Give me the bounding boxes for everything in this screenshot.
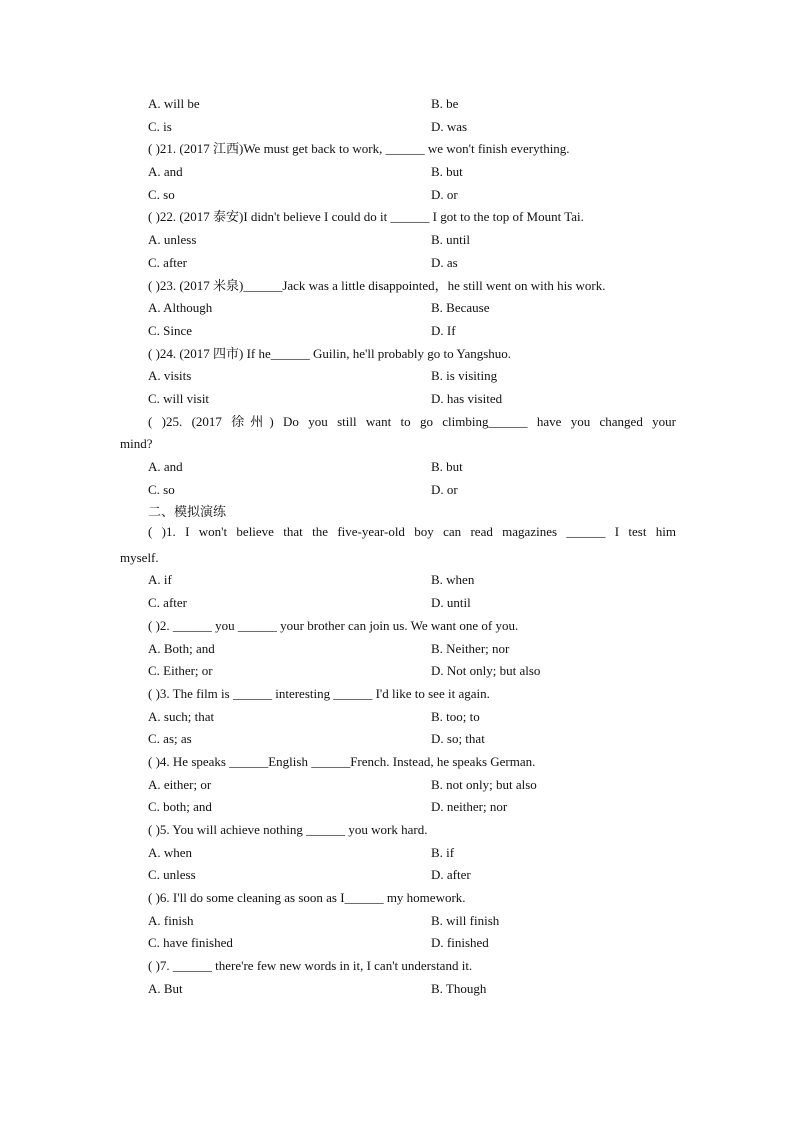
option-row — [120, 592, 676, 615]
question: ( )5. You will achieve nothing ______ you work hard. — [148, 822, 428, 837]
option-row — [120, 297, 676, 320]
option-right: B. but — [431, 459, 463, 474]
option-left: A. unless — [148, 232, 197, 248]
option-right: D. Not only; but also — [431, 663, 541, 679]
option-left: C. is — [148, 118, 172, 134]
question: ( )3. The film is ______ interesting ______ I'd like to see it again. — [148, 685, 490, 701]
question-continuation: myself. — [120, 549, 159, 565]
question: ( )7. ______ there're few new words in it, I can't understand it. — [148, 958, 473, 974]
option-row — [120, 252, 676, 275]
option-left: A. visits — [148, 368, 192, 384]
option-row — [120, 796, 676, 819]
question: ( )6. I'll do some cleaning as soon as I______ my homework. — [148, 890, 466, 906]
option-right: B. not only; but also — [431, 776, 537, 792]
question: ( )24. (2017 四市) If he______ Guilin, he'll probably go to Yangshuo. — [148, 345, 512, 361]
option-left: A. will be — [148, 96, 200, 111]
option-left: A. Although — [148, 300, 213, 316]
option-row — [120, 842, 676, 865]
question: ( )21. (2017 江西)We must get back to work, ______ we won't finish everything. — [148, 141, 570, 157]
question-continuation: mind? — [120, 436, 153, 452]
option-right: D. so; that — [431, 731, 485, 747]
option-row — [120, 910, 676, 933]
question: ( )23. (2017 米泉)______Jack was a little disappointed，he still went on with his work. — [148, 277, 606, 293]
option-right: D. neither; nor — [431, 799, 508, 815]
option-right: B. too; to — [431, 708, 480, 724]
option-right: B. when — [431, 572, 475, 588]
option-left: C. unless — [148, 867, 196, 883]
option-row — [120, 116, 676, 139]
option-right: B. but — [431, 164, 463, 180]
option-right: B. until — [431, 232, 471, 248]
option-row — [120, 229, 676, 252]
question: ( )4. He speaks ______English ______French. Instead, he speaks German. — [148, 753, 536, 769]
option-left: C. after — [148, 595, 187, 611]
option-right: B. is visiting — [431, 368, 498, 384]
option-left: A. if — [148, 572, 172, 588]
option-right: D. until — [431, 595, 471, 611]
option-row — [120, 774, 676, 797]
option-right: D. or — [431, 186, 458, 202]
option-right: D. after — [431, 867, 471, 883]
question: ( )22. (2017 泰安)I didn't believe I could do it ______ I got to the top of Mount Tai. — [148, 209, 584, 225]
option-right: B. if — [431, 844, 455, 860]
section-heading: 二、模拟演练 — [148, 504, 227, 520]
option-right: B. Neither; nor — [431, 640, 510, 656]
option-row — [120, 184, 676, 207]
option-left: C. both; and — [148, 799, 212, 815]
option-row — [120, 660, 676, 683]
exercise-content — [120, 93, 676, 1001]
option-left: C. Since — [148, 322, 193, 338]
option-row — [120, 706, 676, 729]
option-left: C. have finished — [148, 935, 233, 951]
option-left: C. so — [148, 481, 175, 497]
option-left: A. when — [148, 844, 193, 860]
option-row — [120, 932, 676, 955]
option-row — [120, 93, 676, 116]
option-row — [120, 388, 676, 411]
option-right: B. Though — [431, 980, 487, 996]
option-left: C. so — [148, 186, 175, 202]
option-right: B. Because — [431, 300, 490, 316]
question: ( )1. I won't believe that the five-year-old boy can read magazines ______ I test him — [148, 524, 676, 540]
question: ( )2. ______ you ______ your brother can join us. We want one of you. — [148, 617, 519, 633]
question: ( )25. (2017 徐州) Do you still want to go climbing______ have you changed your — [148, 413, 676, 429]
option-left: A. Both; and — [148, 640, 215, 656]
option-left: A. and — [148, 164, 183, 180]
option-row — [120, 569, 676, 592]
option-row — [120, 638, 676, 661]
option-right: B. will finish — [431, 912, 500, 928]
option-left: A. But — [148, 980, 183, 996]
option-row — [120, 320, 676, 343]
option-left: A. either; or — [148, 776, 212, 792]
option-row — [120, 728, 676, 751]
option-row — [120, 864, 676, 887]
option-row — [120, 161, 676, 184]
option-right: B. be — [431, 96, 459, 111]
option-left: A. finish — [148, 912, 194, 928]
option-right: D. If — [431, 322, 456, 338]
option-left: C. Either; or — [148, 663, 213, 679]
option-row — [120, 456, 676, 479]
option-right: D. or — [431, 481, 458, 497]
option-row — [120, 978, 676, 1001]
option-left: A. such; that — [148, 708, 215, 724]
option-right: D. has visited — [431, 390, 503, 406]
option-right: D. was — [431, 118, 468, 134]
option-right: D. finished — [431, 935, 489, 951]
option-left: C. as; as — [148, 731, 192, 747]
option-right: D. as — [431, 254, 458, 270]
option-left: C. after — [148, 254, 187, 270]
option-row — [120, 365, 676, 388]
option-left: C. will visit — [148, 390, 210, 406]
option-row — [120, 479, 676, 502]
option-left: A. and — [148, 459, 183, 474]
